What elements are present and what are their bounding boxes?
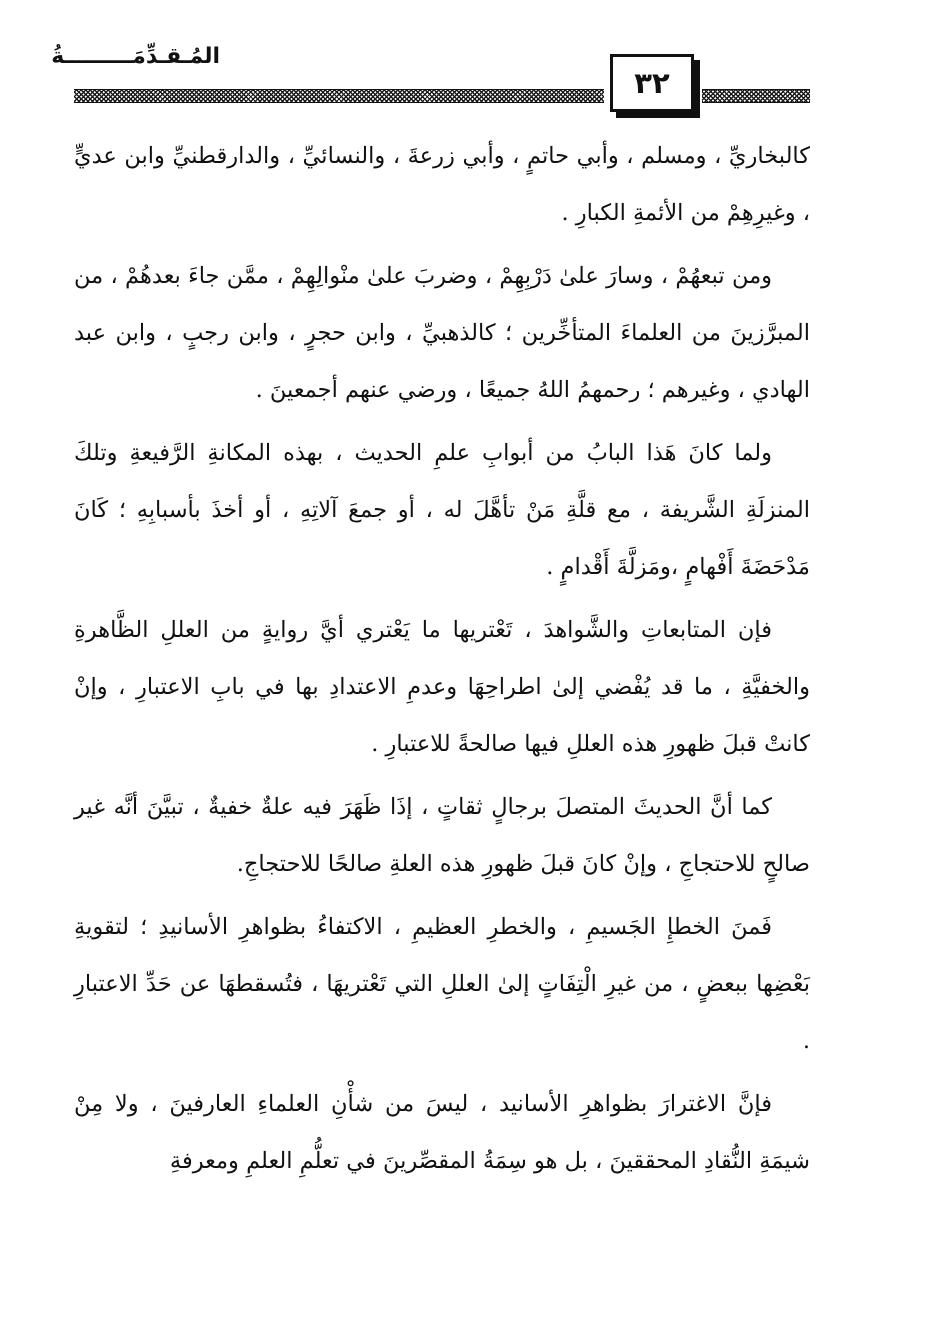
header-rule-left: [74, 89, 604, 103]
paragraph: فإنَّ الاغترارَ بظواهرِ الأسانيد ، ليسَ من شأْنِ العلماءِ العارفينَ ، ولا مِنْ شيمَةِ النُّقادِ المحققينَ ، بل هو سِمَةُ المقصِّرينَ في تعلُّمِ العلمِ ومعرفةِ: [74, 1091, 810, 1174]
running-title: المُـقـدِّمَـــــــــةُ: [51, 44, 220, 69]
paragraph: كالبخاريِّ ، ومسلم ، وأبي حاتمٍ ، وأبي زرعةَ ، والنسائيِّ ، والدارقطنيِّ وابن عديٍّ ، وغيرِهِمْ من الأئمةِ الكبارِ .: [74, 143, 810, 226]
header-rule-right: [702, 89, 810, 103]
paragraph: كما أنَّ الحديثَ المتصلَ برجالٍ ثقاتٍ ، إذَا ظَهَرَ فيه علةٌ خفيةٌ ، تبيَّنَ أنَّه غير صالحٍ للاحتجاجِ ، وإنْ كانَ قبلَ ظهورِ هذه العلةِ صالحًا للاحتجاجِ.: [74, 794, 810, 877]
paragraph: ولما كانَ هَذا البابُ من أبوابِ علمِ الحديث ، بهذه المكانةِ الرَّفيعةِ وتلكَ المنزلَةِ الشَّريفة ، مع قلَّةِ مَنْ تأهَّلَ له ، أو جمعَ آلاتِهِ ، أو أخذَ بأسبابِهِ ؛ كَانَ مَدْحَضَةَ أَفْهامٍ ،ومَزلَّةَ أَقْدامٍ .: [74, 440, 810, 580]
paragraph: فإن المتابعاتِ والشَّواهدَ ، تَعْتريها ما يَعْتري أيَّ روايةٍ من العللِ الظَّاهرةِ والخفيَّةِ ، ما قد يُفْضي إلىٰ اطراحِهَا وعدمِ الاعتدادِ بها في بابِ الاعتبارِ ، وإنْ كانتْ قبلَ ظهورِ هذه العللِ فيها صالحةً للاعتبارِ .: [74, 617, 810, 757]
paragraph: فَمنَ الخطإِ الجَسيمِ ، والخطرِ العظيمِ ، الاكتفاءُ بظواهرِ الأسانيدِ ؛ لتقويةِ بَعْضِها ببعضٍ ، من غيرِ الْتِفَاتٍ إلىٰ العللِ التي تَعْتريهَا ، فتُسقطهَا عن حَدِّ الاعتبارِ .: [74, 914, 810, 1054]
paragraph: ومن تبعهُمْ ، وسارَ علىٰ دَرْبِهِمْ ، وضربَ علىٰ منْوالِهِمْ ، ممَّن جاءَ بعدهُمْ ، من المبرَّزينَ من العلماءَ المتأخِّرين ؛ كالذهبيِّ ، وابن حجرٍ ، وابن رجبٍ ، وابن عبد الهادي ، وغيرهم ؛ رحمهمُ اللهُ جميعًا ، ورضي عنهم أجمعينَ .: [74, 263, 810, 403]
body-text: [74, 128, 810, 1196]
page-header: [0, 0, 940, 125]
page-number: ٣٢: [610, 54, 694, 112]
